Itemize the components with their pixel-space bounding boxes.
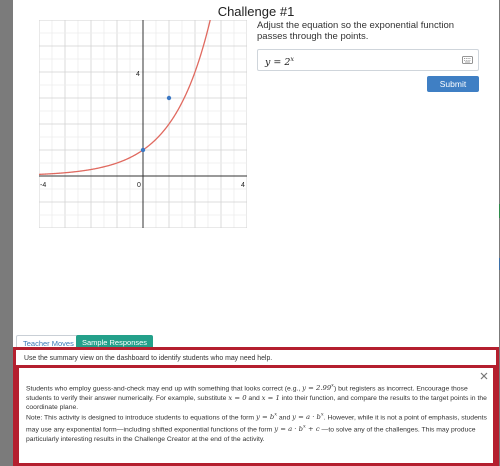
graph-panel[interactable] <box>39 20 247 228</box>
tick-label-x-origin: 0 <box>137 182 141 189</box>
teacher-notes <box>16 365 496 466</box>
keyboard-icon[interactable] <box>456 50 478 70</box>
equation-input[interactable] <box>257 49 479 71</box>
tick-label-x-max: 4 <box>241 182 245 189</box>
teacher-moves-panel <box>13 347 499 466</box>
equation-base: y = 2 <box>265 57 291 69</box>
guess-check-note: Students who employ guess-and-check may end up with something that looks correct (e.g., $y = 2.99^x$) but registers as incorrect. Encourage those students to verify their answer numerically. For example, substitute x = 0 and x = 1 into their function, and compare the results to the target points in the coordinate plane. <box>26 383 487 412</box>
tick-label-y-max: 4 <box>136 71 140 78</box>
coordinate-plane[interactable] <box>39 20 247 228</box>
tab-sample-responses[interactable]: Sample Responses <box>76 335 153 350</box>
backdrop-left <box>0 0 13 466</box>
equation-exponent: x <box>290 55 295 63</box>
exponential-form-note: Note: This activity is designed to introduce students to equations of the form $y = b^x$ and $y = a \cdot b^x$. However, while it is not a point of emphasis, students may use any exponential form—including shifted exponential functions of the form $y = a \cdot b^x + c$ —to solve any of the challenges. This may produce particularly interesting results in the Challenge Creator at the end of the activity. <box>26 412 487 443</box>
challenge-instructions: Adjust the equation so the exponential function passes through the points. <box>257 20 455 42</box>
equation-expression <box>265 55 294 68</box>
challenge-title: Challenge #1 <box>217 4 295 19</box>
close-icon[interactable] <box>479 371 489 381</box>
target-point <box>141 148 145 152</box>
summary-tip: Use the summary view on the dashboard to identify students who may need help. <box>24 355 273 362</box>
submit-button[interactable]: Submit <box>427 76 479 92</box>
target-point <box>167 96 171 100</box>
tab-teacher-moves[interactable]: Teacher Moves <box>16 335 81 350</box>
challenge-modal <box>13 0 499 466</box>
tick-label-x-min: -4 <box>40 182 47 189</box>
